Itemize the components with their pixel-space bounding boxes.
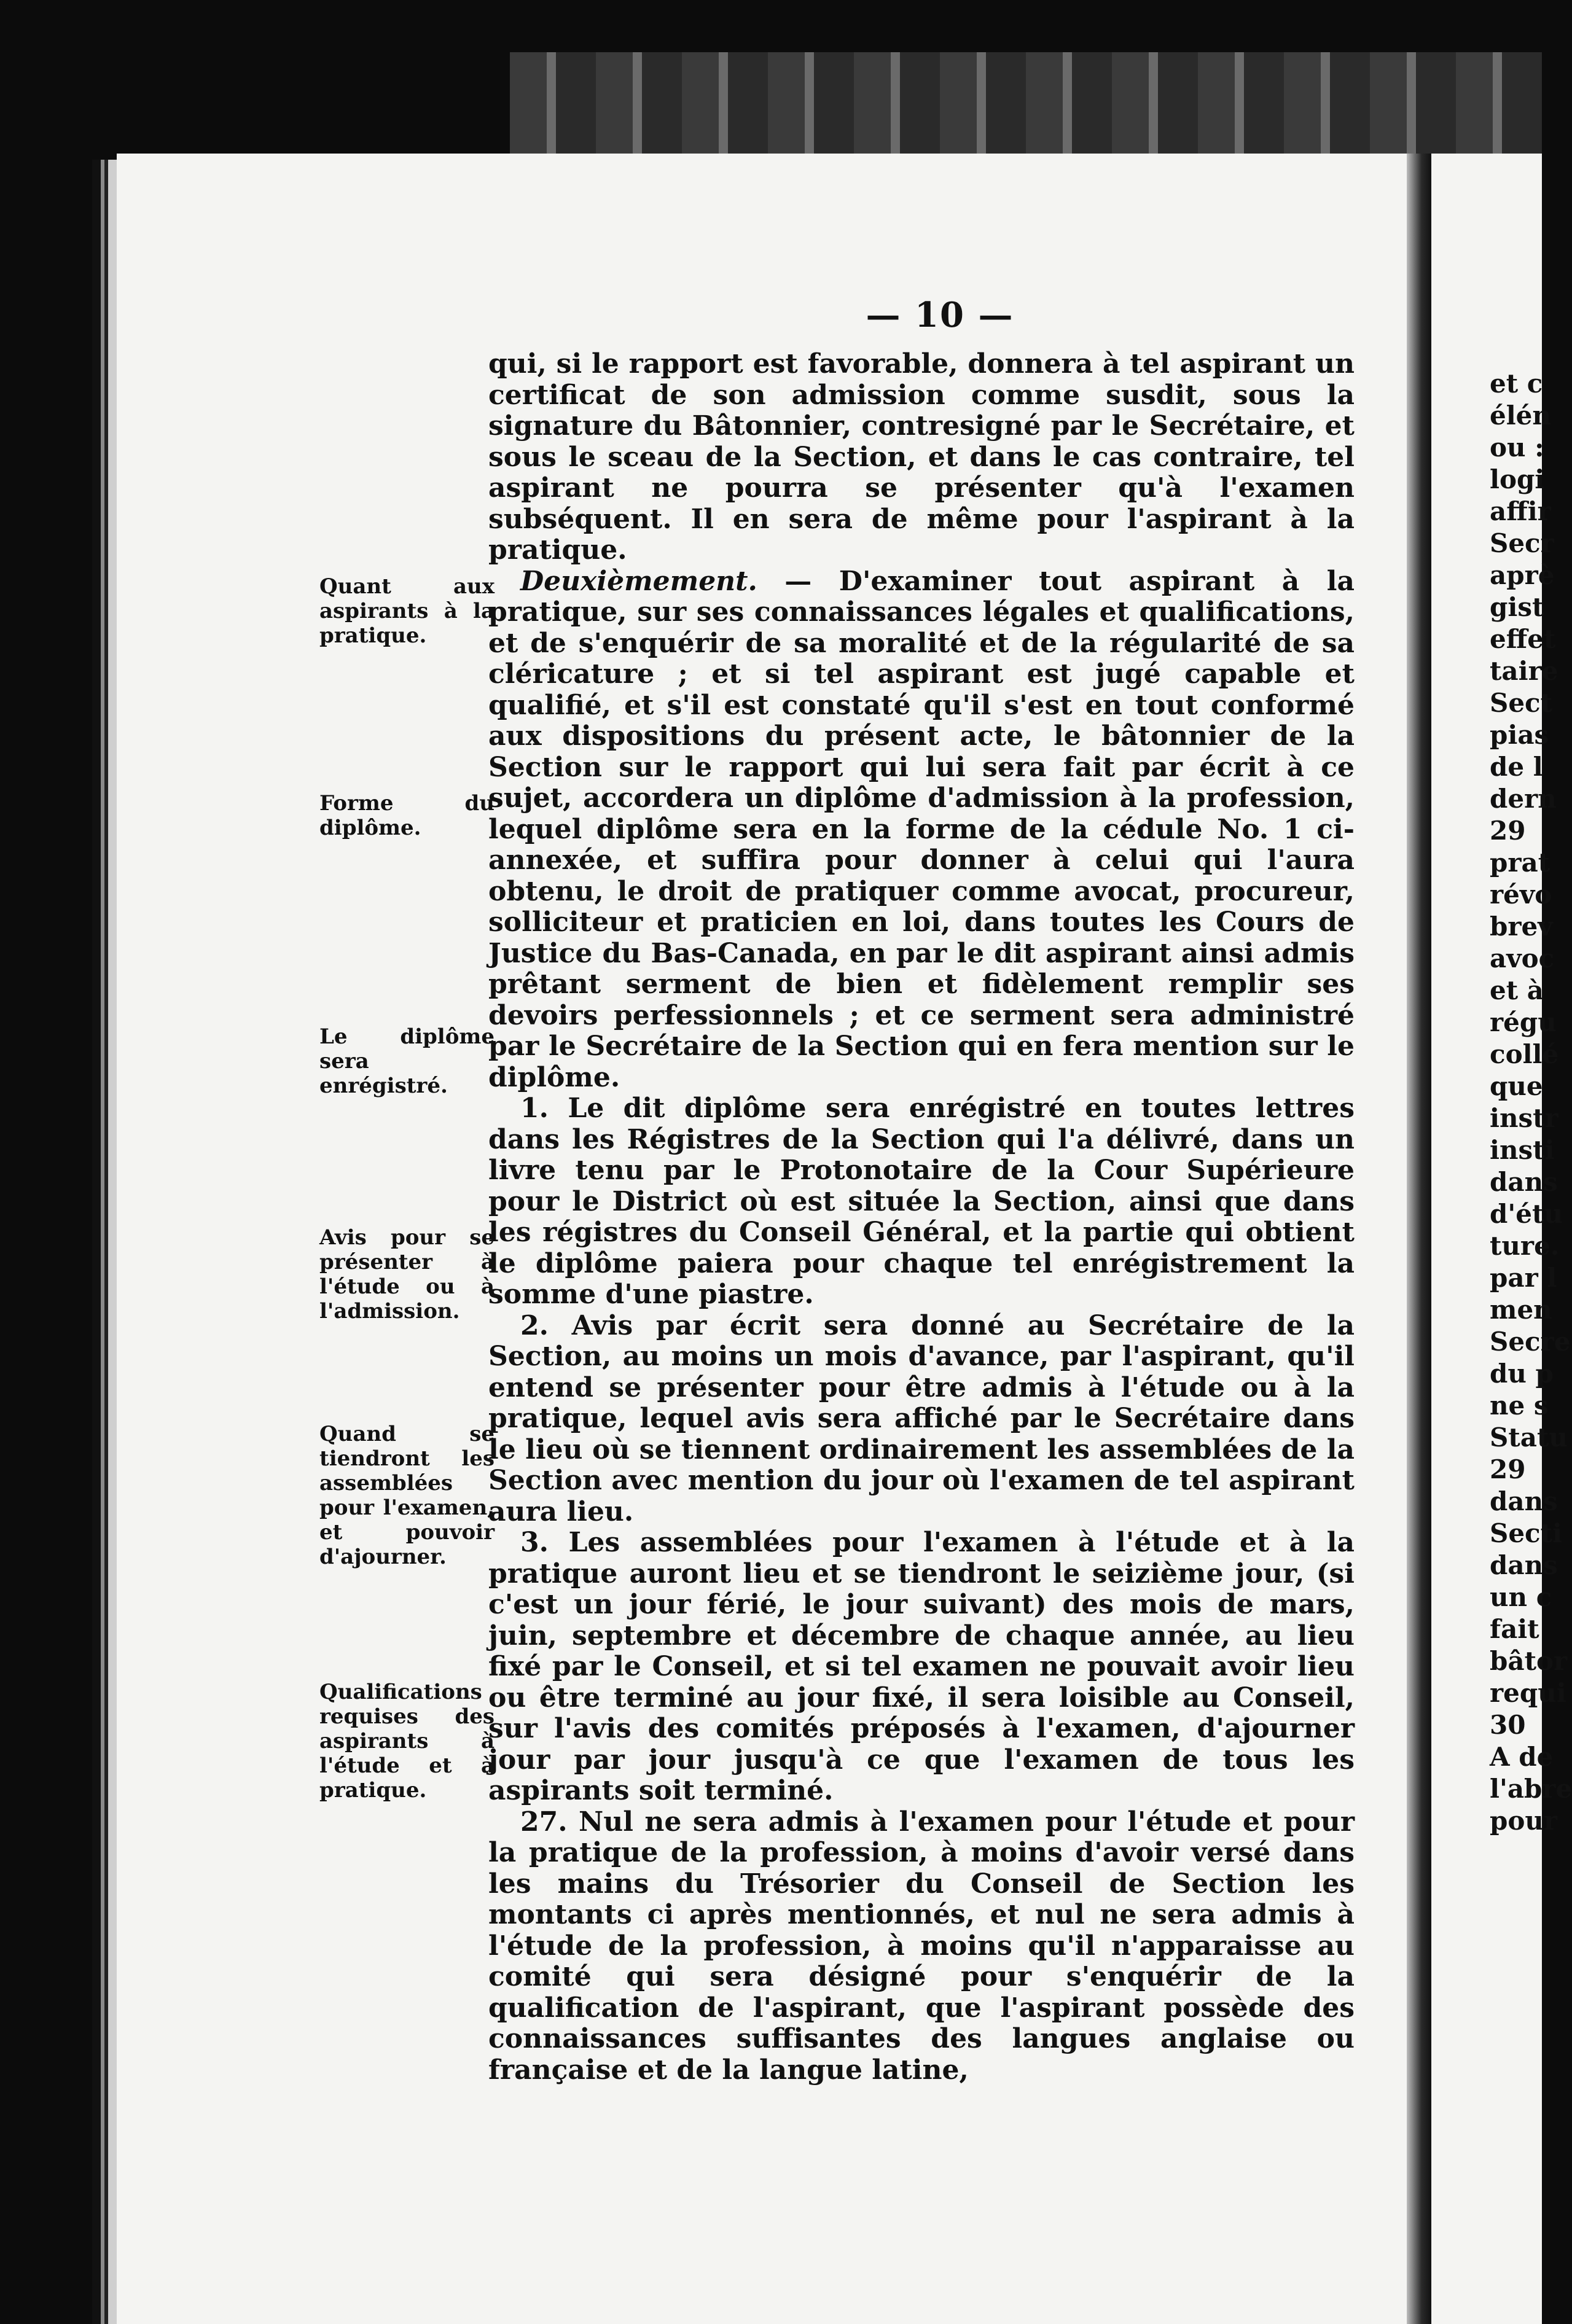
paragraph-5: 3. Les assemblées pour l'examen à l'étude et à la pratique auront lieu et se tiendront le seizième jour, (si c'est un jour férié, le jour suivant) des mois de mars, juin, septembre et décembre de chaque année, au lieu fixé par le Conseil, et si tel examen ne pouvait avoir lieu ou être terminé au jour fixé, il sera loisible au Conseil, sur l'avis des comités préposés à l'examen, d'ajourner jour par jour jusqu'à ce que l'examen de tous les aspirants soit terminé. (488, 1527, 1355, 1806)
facing-page-line: ne s (1490, 1390, 1549, 1421)
margin-note-forme-diplome: Forme du diplôme. (319, 791, 495, 840)
margin-note-aspirants-pratique: Quant aux aspirants à la pratique. (319, 574, 495, 648)
facing-page-line: ture. (1490, 1231, 1560, 1261)
facing-page-line: avoc (1490, 943, 1555, 973)
margin-note-qualifications: Qualifications requises des aspirants à l'étude et à pratique. (319, 1680, 495, 1803)
facing-page-line: du p (1490, 1359, 1554, 1389)
margin-note-diplome-enregistre: Le diplôme sera enrégistré. (319, 1024, 495, 1098)
facing-page-line: Secr (1490, 528, 1554, 558)
facing-page-line: instr (1490, 1103, 1558, 1133)
facing-page-line: Statu (1490, 1422, 1568, 1452)
facing-page-line: un c (1490, 1582, 1552, 1612)
facing-page-line: men (1490, 1295, 1552, 1325)
facing-page-line: l'abre (1490, 1774, 1572, 1804)
facing-page-line: ou : (1490, 432, 1544, 462)
facing-page-line: aprè (1490, 560, 1555, 590)
facing-page-line: bâtor (1490, 1646, 1568, 1676)
main-text (488, 349, 1355, 2086)
paragraph-2-text: — D'examiner tout aspirant à la pratique, sur ses connaissances légales et qualifications, et de s'enquérir de sa moralité et de la régularité de sa cléricature ; et si tel aspirant est jugé capable et qualifié, et s'il est constaté qu'il s'est en tout conformé aux dispositions du présent acte, le bâtonnier de la Section sur le rapport qui lui sera fait par écrit à ce sujet, accordera un diplôme d'admission à la profession, lequel diplôme sera en la forme de la cédule No. 1 ci-annexée, et suffira pour donner à celui qui l'aura obtenu, le droit de pratiquer comme avocat, procureur, solliciteur et praticien en loi, dans toutes les Cours de Justice du Bas-Canada, en par le dit aspirant ainsi admis prêtant serment de bien et fidèlement remplir ses devoirs perfessionnels ; et ce serment sera administré par le Secrétaire de la Section qui en fera mention sur le diplôme. (488, 565, 1355, 1093)
facing-page-line: 29 (1490, 816, 1526, 846)
facing-page-line: 30 (1490, 1710, 1526, 1740)
paragraph-2 (488, 566, 1355, 1094)
facing-page-line: insti (1490, 1135, 1555, 1165)
facing-page-line: dern (1490, 784, 1557, 814)
facing-page-line: pias (1490, 720, 1549, 750)
facing-page-line: Sect (1490, 688, 1553, 718)
facing-page-line: taire (1490, 656, 1558, 686)
facing-page-line: d'étu (1490, 1199, 1563, 1229)
facing-page-line: pour (1490, 1806, 1558, 1836)
margin-note-assemblees: Quand se tiendront les assemblées pour l'examen, et pouvoir d'ajourner. (319, 1422, 495, 1569)
facing-page-line: et à (1490, 975, 1544, 1005)
facing-page-line: A de (1490, 1742, 1554, 1772)
facing-page-line: effet (1490, 624, 1556, 654)
facing-page-line: dans (1490, 1550, 1558, 1580)
facing-page-line: collé (1490, 1039, 1559, 1069)
facing-page-line: prat (1490, 848, 1550, 878)
facing-page-line: 29 (1490, 1454, 1526, 1484)
paragraph-6: 27. Nul ne sera admis à l'examen pour l'étude et pour la pratique de la profession, à moins d'avoir versé dans les mains du Trésorier du Conseil de Section les montants ci après mentionnés, et nul ne sera admis à l'étude de la profession, à moins qu'il n'apparaisse au comité qui sera désigné pour s'enquérir de la qualification de l'aspirant, que l'aspirant possède des connaissances suffisantes des langues anglaise ou française et de la langue latine, (488, 1806, 1355, 2086)
paragraph-2-lead: Deuxièmement. (520, 565, 757, 597)
paragraph-4: 2. Avis par écrit sera donné au Secrétaire de la Section, au moins un mois d'avance, par l'aspirant, qu'il entend se présenter pour être admis à l'étude ou à la pratique, lequel avis sera affiché par le Secrétaire dans le lieu où se tiennent ordinairement les assemblées de la Section avec mention du jour où l'examen de tel aspirant aura lieu. (488, 1309, 1355, 1527)
facing-page-line: requi (1490, 1678, 1566, 1708)
paragraph-3: 1. Le dit diplôme sera enrégistré en toutes lettres dans les Régistres de la Section qui l'a délivré, dans un livre tenu par le Protonotaire de la Cour Supérieure pour le District où est située la Section, ainsi que dans les régistres du Conseil Général, et la partie qui obtient le diplôme paiera pour chaque tel enrégistrement la somme d'une piastre. (488, 1093, 1355, 1310)
facing-page-line: régu (1490, 1007, 1557, 1037)
facing-page-line: brev (1490, 911, 1553, 942)
facing-page-line: élén (1490, 400, 1551, 431)
facing-page-line: révo (1490, 879, 1552, 910)
page-number: — 10 — (866, 295, 1014, 335)
facing-page-line: que (1490, 1071, 1543, 1101)
page-gutter (1407, 154, 1431, 2324)
facing-page-line: et c (1490, 368, 1543, 399)
facing-page-line: dans (1490, 1167, 1558, 1197)
facing-page-line: fait (1490, 1614, 1539, 1644)
facing-page-line: dans (1490, 1486, 1558, 1516)
paragraph-1: qui, si le rapport est favorable, donnera à tel aspirant un certificat de son admission comme susdit, sous la signature du Bâtonnier, contresigné par le Secrétaire, et sous le sceau de la Section, et dans le cas contraire, tel aspirant ne pourra se présenter qu'à l'examen subséquent. Il en sera de même pour l'aspirant à la pratique. (488, 348, 1355, 566)
facing-page-line: affir (1490, 496, 1551, 526)
margin-note-avis: Avis pour se présenter à l'étude ou à l'admission. (319, 1225, 495, 1324)
facing-page-line: par l (1490, 1263, 1557, 1293)
facing-page-line: Secre (1490, 1327, 1571, 1357)
facing-page-line: logi (1490, 464, 1545, 494)
book-spine-edge (92, 160, 117, 2324)
facing-page-line: gist (1490, 592, 1544, 622)
facing-page-line: Secti (1490, 1518, 1562, 1548)
facing-page-line: de l (1490, 752, 1543, 782)
